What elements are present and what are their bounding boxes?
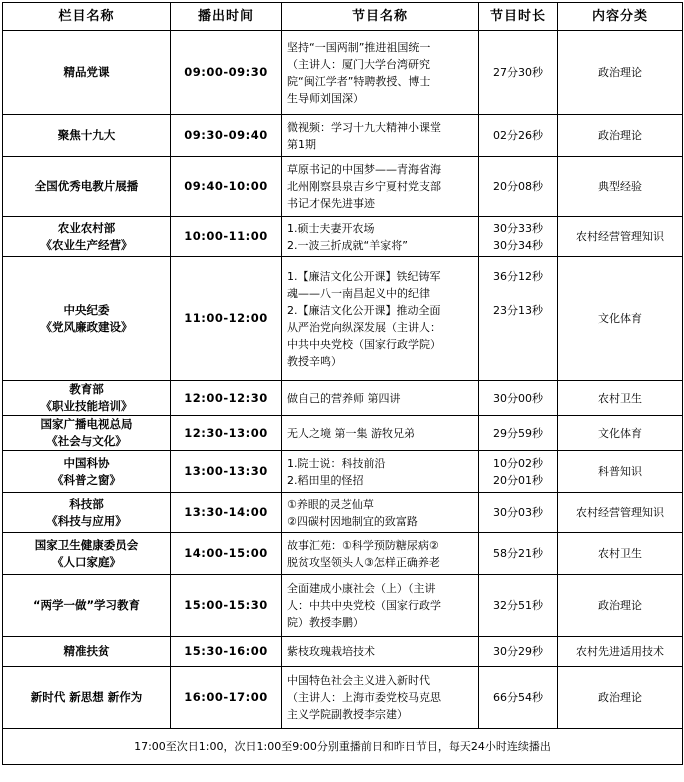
duration-cell-line: 36分12秒 (493, 269, 543, 283)
duration-cell (479, 31, 558, 115)
column-name-cell-line: 国家卫生健康委员会 (34, 537, 139, 552)
column-name-cell (3, 493, 171, 533)
column-name-cell (3, 31, 171, 115)
program-name-cell (282, 157, 479, 217)
category-cell: 农村先进适用技术 (558, 637, 683, 667)
program-name-cell-line: 北州刚察县泉吉乡宁夏村党支部 (287, 180, 441, 193)
column-name-cell-line: 新时代 新思想 新作为 (30, 690, 143, 704)
column-name-cell-line: 《农业生产经营》 (40, 237, 133, 252)
duration-cell-line: 10分02秒 (493, 456, 543, 470)
category-cell: 文化体育 (558, 257, 683, 381)
header-air-time: 播出时间 (171, 3, 282, 31)
program-name-cell-line: （主讲人：上海市委党校马克思 (287, 691, 441, 704)
program-name-cell-line: ②四碳村因地制宜的致富路 (287, 514, 418, 528)
program-name-cell (282, 575, 479, 637)
column-name-cell (3, 115, 171, 157)
duration-cell (479, 637, 558, 667)
program-name-cell-line: 院“闽江学者”特聘教授、博士 (287, 74, 431, 88)
duration-cell-line: 23分13秒 (493, 303, 543, 317)
program-name-cell-line: 中国特色社会主义进入新时代 (287, 674, 430, 687)
category-cell: 科普知识 (558, 451, 683, 493)
duration-cell (479, 493, 558, 533)
program-name-cell-line: 魂——八一南昌起义中的纪律 (287, 286, 430, 300)
category-cell: 政治理论 (558, 31, 683, 115)
duration-cell (479, 416, 558, 451)
air-time-cell: 12:00-12:30 (171, 381, 282, 416)
duration-cell-line: 30分33秒 (493, 221, 543, 235)
program-name-cell-line: 2.稻田里的怪招 (287, 473, 364, 487)
duration-cell (479, 115, 558, 157)
duration-cell-line: 27分30秒 (493, 66, 543, 79)
table-row (3, 157, 683, 217)
duration-cell-line: 30分34秒 (493, 238, 543, 252)
program-name-cell (282, 381, 479, 416)
program-name-cell-line: 1.院士说：科技前沿 (287, 456, 386, 470)
duration-cell-line: 20分08秒 (493, 180, 543, 193)
program-name-cell (282, 257, 479, 381)
air-time-cell: 13:30-14:00 (171, 493, 282, 533)
duration-cell-line (482, 336, 554, 353)
category-cell: 农村经营管理知识 (558, 217, 683, 257)
column-name-cell (3, 667, 171, 729)
schedule-table (2, 2, 683, 765)
program-name-cell (282, 115, 479, 157)
header-column-name: 栏目名称 (3, 3, 171, 31)
duration-cell (479, 667, 558, 729)
duration-cell (479, 217, 558, 257)
program-name-cell (282, 451, 479, 493)
category-cell: 农村经营管理知识 (558, 493, 683, 533)
column-name-cell-line: 《科技与应用》 (46, 513, 127, 528)
table-row (3, 493, 683, 533)
program-name-cell-line: （主讲人：厦门大学台湾研究 (287, 57, 430, 71)
program-name-cell-line: 紫枝玫瑰栽培技术 (287, 645, 375, 658)
column-name-cell (3, 381, 171, 416)
category-cell: 农村卫生 (558, 381, 683, 416)
column-name-cell-line: 《人口家庭》 (52, 554, 121, 569)
category-cell: 农村卫生 (558, 533, 683, 575)
air-time-cell: 12:30-13:00 (171, 416, 282, 451)
program-name-cell-line: 无人之境 第一集 游牧兄弟 (287, 426, 415, 440)
column-name-cell-line: 《科普之窗》 (52, 472, 121, 487)
column-name-cell-line: 科技部 (69, 496, 104, 511)
air-time-cell: 15:30-16:00 (171, 637, 282, 667)
duration-cell-line (482, 285, 554, 302)
column-name-cell-line: 《党风廉政建设》 (40, 319, 133, 334)
table-row (3, 115, 683, 157)
duration-cell (479, 381, 558, 416)
duration-cell-line: 30分00秒 (493, 391, 543, 405)
air-time-cell: 16:00-17:00 (171, 667, 282, 729)
program-name-cell-line: 书记才保先进事迹 (287, 197, 375, 210)
duration-cell-line: 32分51秒 (493, 599, 543, 612)
duration-cell-line (482, 353, 554, 370)
duration-cell (479, 451, 558, 493)
column-name-cell (3, 451, 171, 493)
program-name-cell (282, 667, 479, 729)
column-name-cell (3, 157, 171, 217)
column-name-cell (3, 637, 171, 667)
header-row (3, 3, 683, 31)
program-name-cell-line: 1.【廉洁文化公开课】铁纪铸军 (287, 269, 441, 283)
program-name-cell (282, 31, 479, 115)
column-name-cell-line: 全国优秀电教片展播 (34, 179, 139, 193)
header-duration: 节目时长 (479, 3, 558, 31)
table-row (3, 381, 683, 416)
program-name-cell-line: 2.一波三折成就“羊家将” (287, 238, 408, 252)
air-time-cell: 11:00-12:00 (171, 257, 282, 381)
table-row (3, 451, 683, 493)
table-row (3, 637, 683, 667)
program-name-cell-line: 院）教授李鹏） (287, 616, 364, 629)
program-name-cell-line: 主义学院副教授李宗建） (287, 708, 408, 721)
program-name-cell-line: 生导师刘国深） (287, 91, 364, 105)
column-name-cell-line: 中国科协 (63, 455, 110, 470)
rebroadcast-note: 17:00至次日1:00，次日1:00至9:00分别重播前日和昨日节目，每天24小时连续播出 (3, 729, 683, 765)
table-footer (3, 729, 683, 765)
column-name-cell-line: 《职业技能培训》 (40, 399, 133, 413)
program-name-cell-line: 1.硕士夫妻开农场 (287, 221, 375, 235)
air-time-cell: 09:00-09:30 (171, 31, 282, 115)
column-name-cell-line: 农业农村部 (57, 220, 116, 235)
category-cell: 政治理论 (558, 115, 683, 157)
air-time-cell: 10:00-11:00 (171, 217, 282, 257)
duration-cell-line: 58分21秒 (493, 547, 543, 560)
program-name-cell-line: 从严治党向纵深发展（主讲人： (287, 320, 441, 334)
table-row (3, 257, 683, 381)
duration-cell-line: 20分01秒 (493, 473, 543, 487)
air-time-cell: 14:00-15:00 (171, 533, 282, 575)
column-name-cell (3, 575, 171, 637)
column-name-cell-line: 精准扶贫 (63, 644, 110, 658)
footer-row (3, 729, 683, 765)
program-name-cell-line: 教授辛鸣） (287, 354, 342, 368)
table-row (3, 667, 683, 729)
column-name-cell-line: 教育部 (69, 382, 104, 396)
program-name-cell-line: 微视频：学习十九大精神小课堂 (287, 120, 441, 134)
column-name-cell (3, 257, 171, 381)
duration-cell-line: 30分03秒 (493, 506, 543, 519)
category-cell: 政治理论 (558, 575, 683, 637)
duration-cell (479, 257, 558, 381)
duration-cell-line: 30分29秒 (493, 645, 543, 658)
program-name-cell (282, 637, 479, 667)
program-name-cell-line: 人：中共中央党校（国家行政学 (287, 599, 441, 612)
program-name-cell-line: 脱贫攻坚领头人③怎样正确养老 (287, 555, 440, 569)
program-name-cell-line: 全面建成小康社会（上）（主讲 (287, 582, 436, 595)
category-cell: 政治理论 (558, 667, 683, 729)
program-name-cell-line: 做自己的营养师 第四讲 (287, 391, 401, 405)
column-name-cell-line: 国家广播电视总局 (40, 417, 133, 431)
program-name-cell-line: 故事汇苑：①科学预防糖尿病② (287, 538, 439, 552)
duration-cell (479, 575, 558, 637)
program-name-cell (282, 533, 479, 575)
duration-cell (479, 157, 558, 217)
table-row (3, 575, 683, 637)
header-program-name: 节目名称 (282, 3, 479, 31)
column-name-cell-line: 聚焦十九大 (57, 128, 116, 142)
column-name-cell-line: “两学一做”学习教育 (32, 598, 141, 612)
header-category: 内容分类 (558, 3, 683, 31)
table-row (3, 416, 683, 451)
program-name-cell-line: 中共中央党校（国家行政学院） (287, 337, 441, 351)
category-cell: 典型经验 (558, 157, 683, 217)
table-header (3, 3, 683, 31)
duration-cell-line: 66分54秒 (493, 691, 543, 704)
air-time-cell: 15:00-15:30 (171, 575, 282, 637)
duration-cell (479, 533, 558, 575)
program-name-cell-line: 草原书记的中国梦——青海省海 (287, 163, 441, 176)
table-row (3, 31, 683, 115)
program-name-cell (282, 493, 479, 533)
table-body (3, 31, 683, 729)
air-time-cell: 13:00-13:30 (171, 451, 282, 493)
program-name-cell (282, 217, 479, 257)
program-name-cell-line: 第1期 (287, 137, 316, 151)
duration-cell-line: 29分59秒 (493, 426, 543, 440)
program-name-cell-line: 2.【廉洁文化公开课】推动全面 (287, 303, 441, 317)
program-name-cell (282, 416, 479, 451)
column-name-cell-line: 《社会与文化》 (46, 434, 127, 448)
program-name-cell-line: 坚持“一国两制”推进祖国统一 (287, 40, 431, 54)
table-row (3, 533, 683, 575)
program-name-cell-line: ①养眼的灵芝仙草 (287, 497, 374, 511)
air-time-cell: 09:30-09:40 (171, 115, 282, 157)
column-name-cell (3, 533, 171, 575)
duration-cell-line: 02分26秒 (493, 129, 543, 142)
air-time-cell: 09:40-10:00 (171, 157, 282, 217)
category-cell: 文化体育 (558, 416, 683, 451)
column-name-cell-line: 精品党课 (63, 65, 110, 79)
column-name-cell (3, 217, 171, 257)
column-name-cell (3, 416, 171, 451)
table-row (3, 217, 683, 257)
duration-cell-line (482, 319, 554, 336)
column-name-cell-line: 中央纪委 (63, 302, 110, 317)
